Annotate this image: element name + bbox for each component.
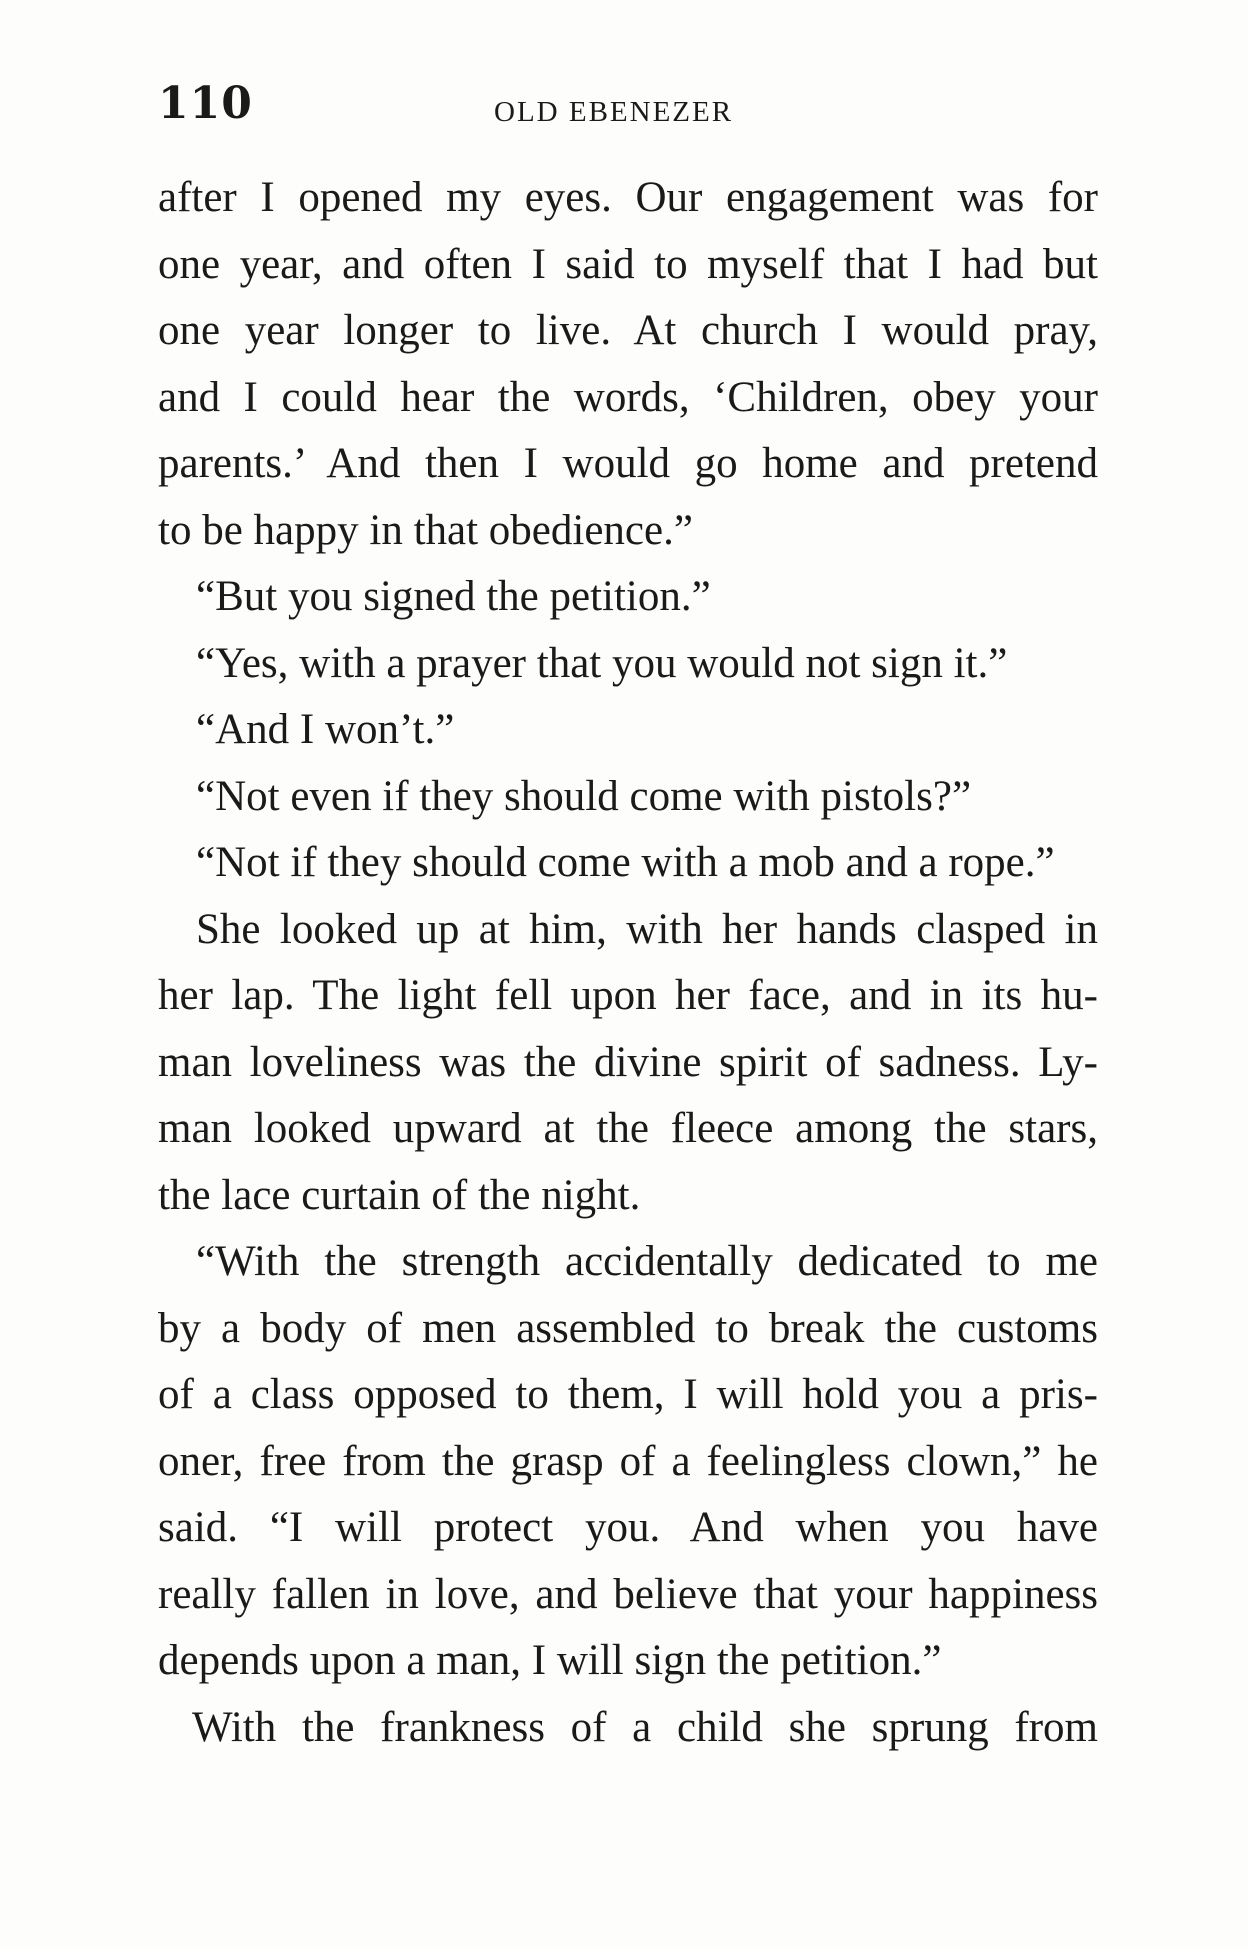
text-line: and I could hear the words, ‘Children, obey your xyxy=(158,373,1098,421)
text-line: said. “I will protect you. And when you have xyxy=(158,1504,1098,1551)
text-line: by a body of men assembled to break the customs xyxy=(158,1304,1098,1352)
text-line: to be happy in that obedience.” xyxy=(158,506,693,554)
text-line: depends upon a man, I will sign the petition.” xyxy=(158,1637,942,1684)
text-line: one year longer to live. At church I would pray, xyxy=(158,307,1098,354)
text-line: after I opened my eyes. Our engagement was for xyxy=(158,174,1098,221)
body-text xyxy=(158,165,1098,1761)
text-line: really fallen in love, and believe that your happiness xyxy=(158,1570,1098,1618)
text-line: “With the strength accidentally dedicated to me xyxy=(196,1238,1098,1285)
text-line: “Not even if they should come with pistols?” xyxy=(196,772,972,820)
text-line: man loveliness was the divine spirit of sadness. Ly- xyxy=(158,1038,1098,1086)
text-line: of a class opposed to them, I will hold you a pris- xyxy=(158,1371,1098,1418)
text-line: one year, and often I said to myself that I had but xyxy=(158,240,1098,288)
text-line: “And I won’t.” xyxy=(196,706,455,753)
page-header xyxy=(158,78,1098,138)
text-line: “Yes, with a prayer that you would not sign it.” xyxy=(196,639,1008,687)
text-line: her lap. The light fell upon her face, and in its hu- xyxy=(158,972,1098,1019)
text-line: “Not if they should come with a mob and a rope.” xyxy=(196,839,1055,886)
text-line: oner, free from the grasp of a feelingless clown,” he xyxy=(158,1437,1098,1485)
text-line: parents.’ And then I would go home and pretend xyxy=(158,440,1098,487)
text-line: With the frankness of a child she sprung from xyxy=(192,1703,1098,1751)
page-number: 110 xyxy=(158,78,253,129)
text-line: man looked upward at the fleece among the stars, xyxy=(158,1105,1098,1152)
text-line: She looked up at him, with her hands clasped in xyxy=(196,905,1098,953)
text-line: “But you signed the petition.” xyxy=(196,573,711,620)
running-head: OLD EBENEZER xyxy=(494,96,734,128)
text-line: the lace curtain of the night. xyxy=(158,1171,641,1219)
